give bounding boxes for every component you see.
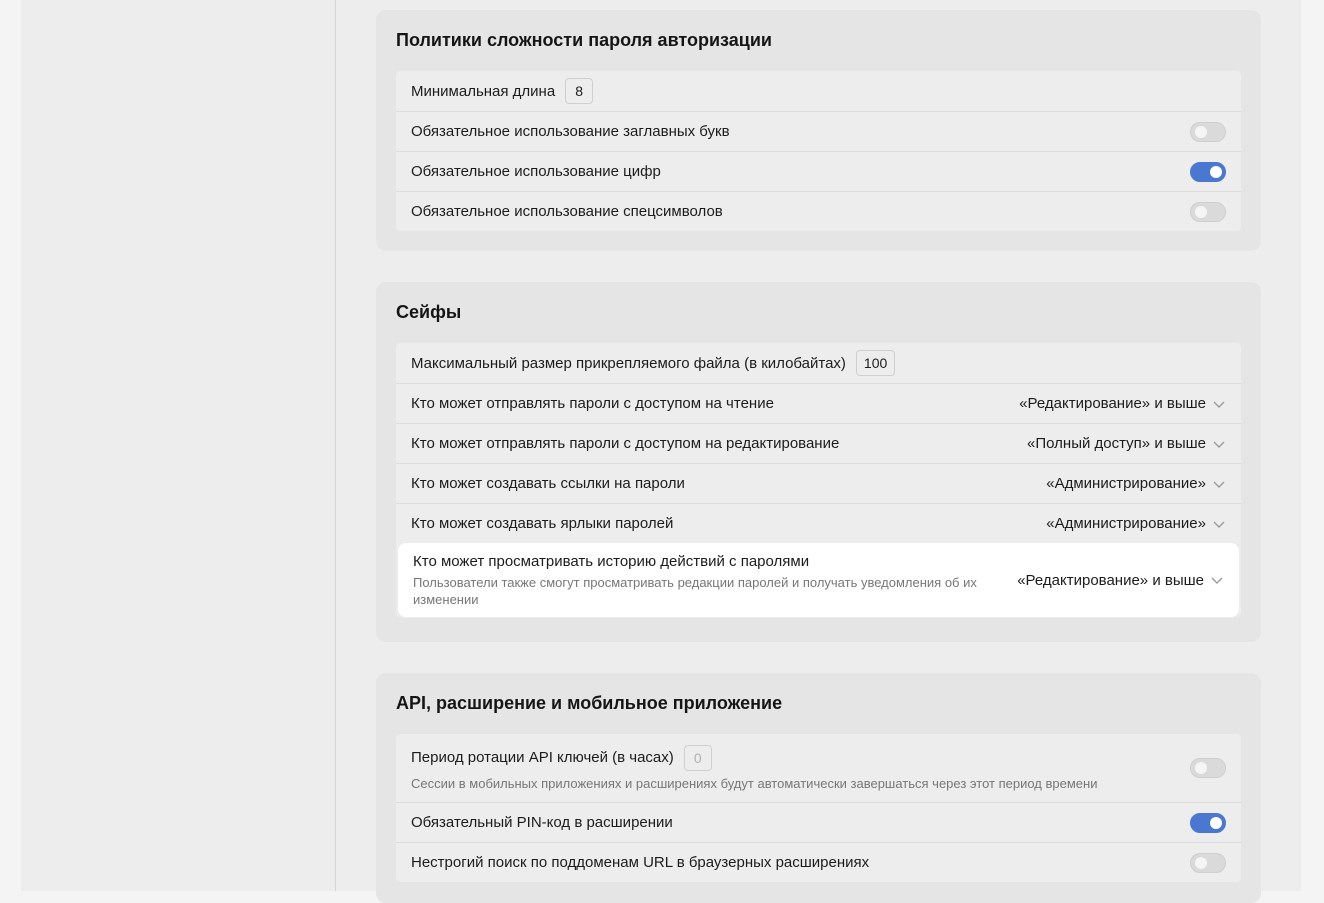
send-read-label: Кто может отправлять пароли с доступом на чтение [411,395,774,412]
history-value: «Редактирование» и выше [1017,571,1204,589]
send-edit-row [396,423,1241,463]
create-shortcuts-row [396,503,1241,543]
digits-toggle[interactable] [1190,162,1226,182]
max-file-size-row [396,343,1241,383]
settings-content [376,0,1261,891]
send-read-row [396,383,1241,423]
toggle-knob [1195,857,1207,869]
section-title: API, расширение и мобильное приложение [396,693,783,713]
api-rotation-row [396,734,1241,802]
create-shortcuts-label: Кто может создавать ярлыки паролей [411,515,674,532]
toggle-knob [1195,206,1207,218]
min-length-row [396,71,1241,111]
min-length-input[interactable]: 8 [565,78,593,104]
chevron-down-icon [1210,573,1224,587]
toggle-knob [1195,126,1207,138]
uppercase-toggle[interactable] [1190,122,1226,142]
subdomain-search-label: Нестрогий поиск по поддоменам URL в браузерных расширениях [411,854,870,871]
api-rotation-description: Сессии в мобильных приложениях и расширениях будут автоматически завершаться через этот период времени [411,775,1098,791]
subdomain-search-row [396,842,1241,882]
password-policy-rows [396,71,1241,231]
create-links-select[interactable] [1046,475,1226,492]
create-links-row [396,463,1241,503]
history-select[interactable] [1017,572,1224,589]
api-rotation-toggle[interactable] [1190,758,1226,778]
max-file-size-input[interactable]: 100 [856,350,895,376]
create-shortcuts-select[interactable] [1046,515,1226,532]
history-description: Пользователи также смогут просматривать редакции паролей и получать уведомления об их изменении [413,574,977,607]
create-links-value: «Администрирование» [1046,475,1206,492]
send-edit-select[interactable] [1027,435,1226,452]
api-rotation-label: Период ротации API ключей (в часах) [411,749,674,766]
api-rotation-input[interactable]: 0 [684,745,712,771]
section-title: Сейфы [396,302,462,322]
pin-label: Обязательный PIN-код в расширении [411,814,673,831]
create-links-label: Кто может создавать ссылки на пароли [411,475,685,492]
vaults-section [376,282,1261,642]
uppercase-row [396,111,1241,151]
chevron-down-icon [1212,477,1226,491]
history-row [398,543,1239,617]
max-file-size-label: Максимальный размер прикрепляемого файла (в килобайтах) [411,354,846,372]
send-read-select[interactable] [1019,395,1226,412]
password-policy-section [376,10,1261,251]
vaults-rows [396,343,1241,617]
uppercase-label: Обязательное использование заглавных букв [411,123,730,140]
min-length-label: Минимальная длина [411,82,556,100]
create-shortcuts-value: «Администрирование» [1046,515,1206,532]
sidebar [21,0,336,891]
special-chars-label: Обязательное использование спецсимволов [411,203,723,220]
toggle-knob [1210,817,1222,829]
send-read-value: «Редактирование» и выше [1019,395,1206,412]
chevron-down-icon [1212,517,1226,531]
app-window [21,0,1301,891]
special-chars-row [396,191,1241,231]
digits-label: Обязательное использование цифр [411,163,661,180]
pin-toggle[interactable] [1190,813,1226,833]
api-section [376,673,1261,903]
section-title: Политики сложности пароля авторизации [396,30,772,50]
api-rows [396,734,1241,882]
chevron-down-icon [1212,437,1226,451]
toggle-knob [1210,166,1222,178]
toggle-knob [1195,762,1207,774]
chevron-down-icon [1212,397,1226,411]
special-chars-toggle[interactable] [1190,202,1226,222]
pin-row [396,802,1241,842]
send-edit-label: Кто может отправлять пароли с доступом на редактирование [411,435,840,452]
send-edit-value: «Полный доступ» и выше [1027,435,1206,452]
subdomain-search-toggle[interactable] [1190,853,1226,873]
digits-row [396,151,1241,191]
history-label: Кто может просматривать историю действий с паролями [413,552,810,570]
